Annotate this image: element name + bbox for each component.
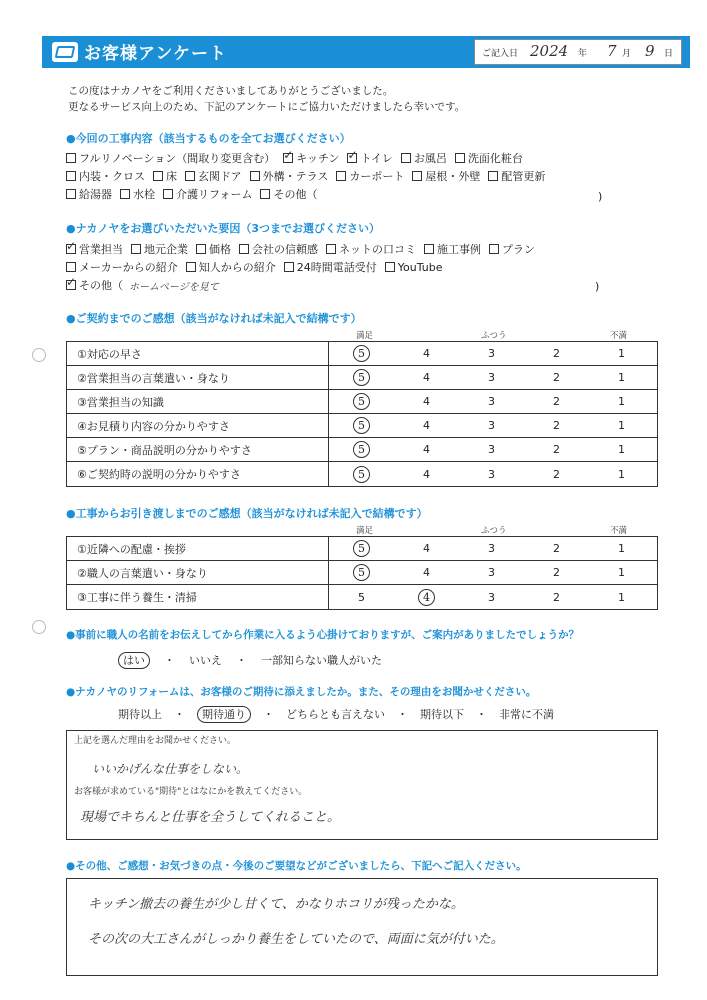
rating-row <box>67 390 657 414</box>
checkbox-option[interactable] <box>424 241 481 257</box>
q2-other-written: ホームページを見て <box>129 281 219 293</box>
checkbox-label: 施工事例 <box>437 243 481 256</box>
checkbox[interactable] <box>239 244 249 254</box>
checkbox[interactable] <box>347 153 357 163</box>
checkbox-label: 水栓 <box>133 188 155 201</box>
rating-option[interactable] <box>459 419 524 432</box>
rating-value: 2 <box>553 371 560 384</box>
checkbox-row <box>66 240 543 258</box>
checkbox-label: 給湯器 <box>79 188 112 201</box>
rating-value: 4 <box>423 419 430 432</box>
answer-option[interactable]: いいえ <box>189 654 222 667</box>
rating-option[interactable] <box>459 468 524 481</box>
rating-value: 4 <box>423 395 430 408</box>
checkbox[interactable] <box>66 171 76 181</box>
checkbox-label: 内装・クロス <box>79 170 145 183</box>
checkbox[interactable] <box>131 244 141 254</box>
rating-value: 1 <box>618 542 625 555</box>
q6-reason-answer: いいかげんな仕事をしない。 <box>92 762 249 776</box>
rating-value: 2 <box>553 347 560 360</box>
rating-value: 2 <box>553 395 560 408</box>
checkbox-label: キッチン <box>296 152 340 165</box>
rating-value: 2 <box>553 443 560 456</box>
q6-title: ●ナカノヤのリフォームは、お客様のご期待に添えましたか。また、その理由をお聞かせください。 <box>66 686 537 698</box>
checkbox-option[interactable] <box>347 150 392 166</box>
rating-option[interactable] <box>394 468 459 481</box>
checkbox-label: メーカーからの紹介 <box>79 261 178 274</box>
checkbox-option[interactable] <box>326 241 416 257</box>
q3-rating-table <box>66 341 658 487</box>
scale-neutral: ふつう <box>481 331 507 341</box>
month-unit: 月 <box>622 49 632 59</box>
page-title: お客様アンケート <box>84 44 227 64</box>
checkbox-label: 配管更新 <box>501 170 546 183</box>
rating-row <box>67 585 657 609</box>
rating-option[interactable] <box>329 441 394 458</box>
checkbox-option[interactable] <box>260 186 317 202</box>
q5-options <box>118 652 396 668</box>
rating-option[interactable] <box>329 393 394 410</box>
checkbox-option[interactable] <box>66 186 112 202</box>
checkbox[interactable] <box>186 262 196 272</box>
rating-label: ③営業担当の知識 <box>67 390 329 413</box>
checkbox-option[interactable] <box>66 241 123 257</box>
rating-option[interactable] <box>589 371 654 384</box>
checkbox[interactable] <box>66 280 76 290</box>
rating-option[interactable] <box>394 542 459 555</box>
q3-title: ●ご契約までのご感想（該当がなければ未記入で結構です） <box>66 312 362 325</box>
rating-value: 5 <box>358 590 365 604</box>
rating-value: 5 <box>353 393 370 410</box>
rating-value: 1 <box>618 566 625 579</box>
separator: ・ <box>236 654 247 667</box>
rating-option[interactable] <box>459 443 524 456</box>
scale-satisfied: 満足 <box>356 331 374 341</box>
rating-option[interactable] <box>394 443 459 456</box>
checkbox[interactable] <box>284 262 294 272</box>
intro-text <box>68 83 465 115</box>
checkbox[interactable] <box>424 244 434 254</box>
checkbox[interactable] <box>196 244 206 254</box>
checkbox[interactable] <box>163 189 173 199</box>
separator: ・ <box>164 654 175 667</box>
checkbox[interactable] <box>66 189 76 199</box>
rating-value: 1 <box>618 590 625 604</box>
checkbox-label: 地元企業 <box>144 243 188 256</box>
date-label: ご記入日 <box>482 49 519 59</box>
checkbox-label: 24時間電話受付 <box>296 261 377 274</box>
checkbox-label: お風呂 <box>413 152 447 165</box>
rating-option[interactable] <box>589 542 654 555</box>
rating-value: 3 <box>488 467 495 481</box>
checkbox-option[interactable] <box>66 168 145 184</box>
rating-option[interactable] <box>329 345 394 362</box>
rating-value: 4 <box>423 566 430 579</box>
checkbox-label: 玄関ドア <box>198 170 242 183</box>
q6-reason-prompt: 上記を選んだ理由をお聞かせください。 <box>74 736 237 746</box>
checkbox-option[interactable] <box>412 168 480 184</box>
checkbox-option[interactable] <box>283 150 339 166</box>
rating-value: 3 <box>488 590 495 604</box>
rating-option[interactable] <box>459 566 524 579</box>
q7-title: ●その他、ご感想・お気づきの点・今後のご要望などがございましたら、下記へご記入ください。 <box>66 860 527 872</box>
checkbox-label: その他（ <box>273 188 318 201</box>
checkbox-option[interactable] <box>185 168 242 184</box>
rating-value: 1 <box>618 467 625 481</box>
rating-label: ③工事に伴う養生・清掃 <box>67 585 329 609</box>
checkbox-label: 知人からの紹介 <box>198 261 276 274</box>
rating-option[interactable] <box>329 417 394 434</box>
checkbox-label: 価格 <box>209 243 231 256</box>
checkbox-option[interactable] <box>455 150 523 166</box>
rating-value: 1 <box>618 395 625 408</box>
rating-value: 4 <box>423 542 430 555</box>
checkbox-label: トイレ <box>360 152 393 165</box>
date-day: 9 <box>645 42 655 60</box>
checkbox-option[interactable] <box>284 259 377 275</box>
checkbox-option[interactable] <box>488 168 545 184</box>
checkbox-row <box>66 258 543 276</box>
checkbox[interactable] <box>66 262 76 272</box>
q1-options <box>66 149 553 203</box>
q2-other-row <box>66 276 543 294</box>
rating-option[interactable] <box>589 443 654 456</box>
checkbox-row <box>66 149 553 167</box>
checkbox-label: 床 <box>166 170 177 183</box>
q6-options <box>118 706 566 722</box>
rating-label: ④お見積り内容の分かりやすさ <box>67 414 329 437</box>
checkbox[interactable] <box>120 189 130 199</box>
rating-row <box>67 366 657 390</box>
rating-label: ②営業担当の言葉遣い・身なり <box>67 366 329 389</box>
checkbox-label: 屋根・外壁 <box>425 170 481 183</box>
checkbox-option[interactable] <box>163 186 252 202</box>
rating-label: ①対応の早さ <box>67 342 329 365</box>
rating-value: 5 <box>353 466 370 483</box>
rating-option[interactable] <box>329 369 394 386</box>
rating-option[interactable] <box>394 395 459 408</box>
rating-option[interactable] <box>589 347 654 360</box>
rating-option[interactable] <box>394 347 459 360</box>
rating-option[interactable] <box>459 347 524 360</box>
checkbox-option[interactable] <box>66 150 275 166</box>
checkbox-label: 営業担当 <box>79 243 123 256</box>
rating-option[interactable] <box>524 395 589 408</box>
rating-value: 5 <box>353 564 370 581</box>
rating-value: 2 <box>553 542 560 555</box>
scale-neutral: ふつう <box>481 526 507 536</box>
scale-dissatisfied: 不満 <box>610 331 628 341</box>
checkbox-label: ネットの口コミ <box>339 243 416 256</box>
rating-value: 5 <box>353 369 370 386</box>
scale-dissatisfied: 不満 <box>610 526 628 536</box>
rating-label: ⑥ご契約時の説明の分かりやすさ <box>67 462 329 486</box>
checkbox-label: 外構・テラス <box>262 170 329 183</box>
checkbox-label: 介護リフォーム <box>176 188 253 201</box>
rating-option[interactable] <box>524 566 589 579</box>
rating-value: 3 <box>488 395 495 408</box>
q4-title: ●工事からお引き渡しまでのご感想（該当がなければ未記入で結構です） <box>66 507 428 520</box>
rating-option[interactable] <box>459 591 524 604</box>
separator: ・ <box>174 708 185 721</box>
rating-option[interactable] <box>524 468 589 481</box>
rating-row <box>67 561 657 585</box>
rating-value: 1 <box>618 347 625 360</box>
rating-option[interactable] <box>524 542 589 555</box>
punch-hole <box>32 620 46 634</box>
checkbox[interactable] <box>336 171 346 181</box>
rating-value: 2 <box>553 590 560 604</box>
rating-option[interactable] <box>459 542 524 555</box>
checkbox-row <box>66 185 553 203</box>
rating-value: 4 <box>423 443 430 456</box>
checkbox-option[interactable] <box>186 259 276 275</box>
checkbox[interactable] <box>412 171 422 181</box>
rating-value: 4 <box>418 589 435 606</box>
rating-value: 1 <box>618 371 625 384</box>
separator: ・ <box>263 708 274 721</box>
checkbox-option[interactable] <box>489 241 535 257</box>
checkbox[interactable] <box>385 262 395 272</box>
checkbox-option[interactable] <box>250 168 329 184</box>
checkbox-option[interactable] <box>153 168 177 184</box>
checkbox[interactable] <box>260 189 270 199</box>
rating-value: 1 <box>618 443 625 456</box>
intro-line-1: この度はナカノヤをご利用くださいましてありがとうございました。 <box>68 85 394 97</box>
logo-mark-icon <box>55 46 76 58</box>
checkbox-label: フルリノベーション（間取り変更含む） <box>79 152 276 165</box>
rating-row <box>67 414 657 438</box>
answer-option[interactable]: 期待以上 <box>118 708 162 721</box>
checkbox-label: 洗面化粧台 <box>467 152 523 165</box>
checkbox[interactable] <box>283 153 293 163</box>
rating-option[interactable] <box>329 564 394 581</box>
rating-value: 3 <box>488 443 495 456</box>
checkbox-option[interactable] <box>120 186 155 202</box>
rating-value: 4 <box>423 371 430 384</box>
q6-expect-answer: 現場でキちんと仕事を全うしてくれること。 <box>80 810 341 825</box>
rating-option[interactable] <box>589 591 654 604</box>
rating-row <box>67 462 657 486</box>
rating-option[interactable] <box>589 395 654 408</box>
rating-value: 2 <box>553 566 560 579</box>
answer-option[interactable]: 期待以下 <box>420 708 464 721</box>
rating-row <box>67 438 657 462</box>
answer-option[interactable]: はい <box>118 652 150 669</box>
rating-row <box>67 342 657 366</box>
rating-value: 4 <box>423 467 430 481</box>
checkbox[interactable] <box>488 171 498 181</box>
q2-other-option[interactable]: ✓ その他（ <box>66 277 123 293</box>
rating-value: 4 <box>423 347 430 360</box>
rating-option[interactable] <box>524 347 589 360</box>
checkbox-option[interactable] <box>131 241 188 257</box>
checkbox-option[interactable] <box>196 241 231 257</box>
checkbox[interactable] <box>66 153 76 163</box>
checkbox[interactable] <box>489 244 499 254</box>
q2-title: ●ナカノヤをお選びいただいた要因（3つまでお選びください） <box>66 222 381 235</box>
rating-value: 3 <box>488 347 495 360</box>
date-year: 2024 <box>530 42 569 60</box>
checkbox-option[interactable] <box>385 261 443 274</box>
q7-line-2: その次の大工さんがしっかり養生をしていたので、両面に気が付いた。 <box>88 932 504 947</box>
rating-value: 1 <box>618 419 625 432</box>
rating-option[interactable] <box>589 566 654 579</box>
rating-label: ①近隣への配慮・挨拶 <box>67 537 329 560</box>
rating-option[interactable] <box>524 591 589 604</box>
rating-row <box>67 537 657 561</box>
q5-title: ●事前に職人の名前をお伝えしてから作業に入るよう心掛けておりますが、ご案内がありましたでしょうか？ <box>66 629 580 641</box>
rating-option[interactable] <box>524 443 589 456</box>
checkbox-label: 会社の信頼感 <box>252 243 318 256</box>
rating-value: 3 <box>488 542 495 555</box>
rating-label: ⑤プラン・商品説明の分かりやすさ <box>67 438 329 461</box>
rating-option[interactable] <box>524 419 589 432</box>
rating-value: 2 <box>553 419 560 432</box>
checkbox[interactable] <box>250 171 260 181</box>
checkbox-option[interactable] <box>401 150 447 166</box>
q2-options <box>66 240 543 294</box>
rating-value: 5 <box>353 540 370 557</box>
rating-option[interactable] <box>459 395 524 408</box>
rating-value: 5 <box>353 441 370 458</box>
punch-hole <box>32 348 46 362</box>
checkbox[interactable] <box>455 153 465 163</box>
rating-value: 2 <box>553 467 560 481</box>
checkbox[interactable] <box>185 171 195 181</box>
answer-option[interactable]: 非常に不満 <box>499 708 554 721</box>
q7-line-1: キッチン撤去の養生が少し甘くて、かなりホコリが残ったかな。 <box>88 897 464 912</box>
intro-line-2: 更なるサービス向上のため、下記のアンケートにご協力いただけましたら幸いです。 <box>68 101 466 113</box>
rating-option[interactable] <box>589 468 654 481</box>
rating-value: 5 <box>353 345 370 362</box>
q2-close-paren: ) <box>595 280 600 293</box>
year-unit: 年 <box>578 49 588 59</box>
answer-option[interactable]: どちらとも言えない <box>286 708 385 721</box>
rating-value: 3 <box>488 419 495 432</box>
rating-option[interactable] <box>589 419 654 432</box>
checkbox-option[interactable] <box>239 241 318 257</box>
checkbox-option[interactable] <box>66 259 178 275</box>
checkbox[interactable] <box>153 171 163 181</box>
rating-option[interactable] <box>394 589 459 606</box>
q6-expect-prompt: お客様が求めている"期待"とはなにかを教えてください。 <box>74 787 308 797</box>
answer-option[interactable]: 期待通り <box>197 706 251 723</box>
date-month: 7 <box>607 42 617 60</box>
rating-option[interactable] <box>394 419 459 432</box>
q4-rating-table <box>66 536 658 610</box>
q1-close-paren: ) <box>598 190 603 203</box>
rating-option[interactable] <box>329 591 394 604</box>
rating-option[interactable] <box>524 371 589 384</box>
checkbox-label: YouTube <box>397 260 443 274</box>
separator: ・ <box>397 708 408 721</box>
rating-value: 5 <box>353 417 370 434</box>
separator: ・ <box>476 708 487 721</box>
checkbox-label: カーポート <box>349 170 405 183</box>
rating-label: ②職人の言葉遣い・身なり <box>67 561 329 584</box>
answer-option[interactable]: 一部知らない職人がいた <box>261 654 382 667</box>
q1-title: ●今回の工事内容（該当するものを全てお選びください） <box>66 132 351 145</box>
rating-option[interactable] <box>394 566 459 579</box>
rating-option[interactable] <box>329 540 394 557</box>
checkbox-row <box>66 167 553 185</box>
checkbox-option[interactable] <box>336 168 404 184</box>
rating-value: 3 <box>488 566 495 579</box>
rating-option[interactable] <box>394 371 459 384</box>
day-unit: 日 <box>664 49 674 59</box>
rating-value: 3 <box>488 371 495 384</box>
checkbox-label: プラン <box>502 243 535 256</box>
scale-satisfied: 満足 <box>356 526 374 536</box>
rating-option[interactable] <box>459 371 524 384</box>
checkbox[interactable] <box>401 153 411 163</box>
rating-option[interactable] <box>329 466 394 483</box>
checkbox[interactable] <box>326 244 336 254</box>
checkbox[interactable] <box>66 244 76 254</box>
